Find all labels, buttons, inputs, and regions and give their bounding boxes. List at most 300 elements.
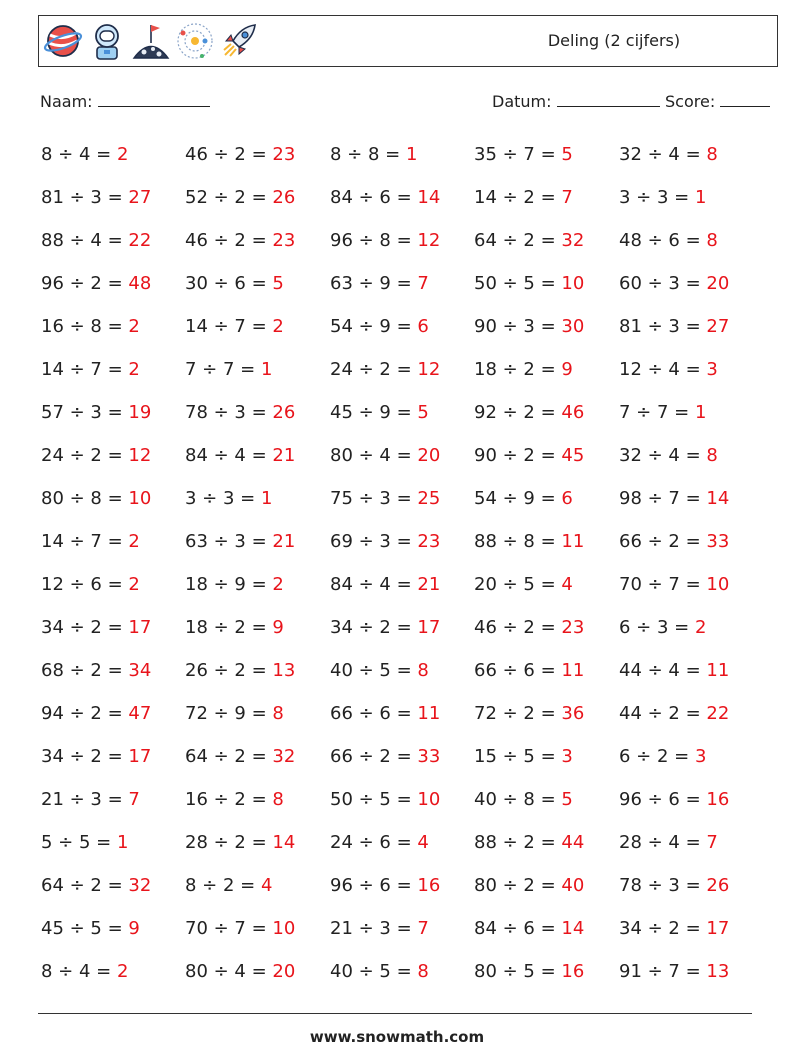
problem-item [185,649,295,692]
problem-answer: 11 [561,531,585,552]
problem-answer: 40 [561,875,585,896]
problem-item [619,262,729,305]
problem-answer: 22 [128,230,152,251]
problem-item [619,520,729,563]
problem-question: 7 ÷ 7 = [185,359,261,380]
problem-answer: 4 [260,875,273,896]
problem-item [330,821,429,864]
footer-divider [38,1013,752,1014]
problem-row [41,735,761,778]
problem-item [41,176,151,219]
problem-question: 28 ÷ 2 = [185,832,273,853]
problem-row [41,821,761,864]
date-label: Datum: [492,92,552,111]
problem-question: 5 ÷ 5 = [41,832,117,853]
problem-item [474,219,584,262]
problem-answer: 23 [272,144,296,165]
problem-answer: 4 [561,574,573,595]
problem-question: 24 ÷ 2 = [41,445,129,466]
problem-answer: 3 [694,746,707,767]
problem-item [474,735,573,778]
problem-row [41,778,761,821]
problem-item [619,305,729,348]
problem-question: 50 ÷ 5 = [474,273,562,294]
problem-question: 96 ÷ 6 = [619,789,707,810]
problem-question: 98 ÷ 7 = [619,488,707,509]
problem-item [41,262,151,305]
problem-answer: 6 [417,316,429,337]
problem-item [619,606,706,649]
problem-item [330,348,440,391]
problem-answer: 34 [128,660,152,681]
problem-question: 64 ÷ 2 = [474,230,562,251]
problem-answer: 2 [128,531,140,552]
problem-item [619,563,729,606]
problem-answer: 21 [272,445,296,466]
problem-item [41,821,128,864]
problem-question: 18 ÷ 9 = [185,574,273,595]
problem-item [185,778,284,821]
problem-item [474,348,573,391]
problem-answer: 20 [272,961,296,982]
problem-answer: 9 [561,359,573,380]
problem-answer: 4 [417,832,429,853]
problem-answer: 8 [706,445,718,466]
problem-question: 88 ÷ 2 = [474,832,562,853]
problem-question: 6 ÷ 3 = [619,617,695,638]
problem-answer: 7 [128,789,140,810]
problem-answer: 23 [561,617,585,638]
problem-item [41,606,151,649]
problem-item [185,563,284,606]
problem-answer: 21 [272,531,296,552]
problem-item [41,434,151,477]
problem-item [41,864,151,907]
problem-answer: 16 [706,789,730,810]
problem-question: 46 ÷ 2 = [474,617,562,638]
problem-question: 15 ÷ 5 = [474,746,562,767]
problem-answer: 20 [417,445,441,466]
problem-question: 75 ÷ 3 = [330,488,418,509]
problem-item [474,950,584,993]
problem-answer: 9 [272,617,284,638]
problem-answer: 22 [706,703,730,724]
problem-item [330,563,440,606]
problem-answer: 2 [272,574,284,595]
problem-item [41,950,128,993]
problem-answer: 23 [417,531,441,552]
problem-question: 32 ÷ 4 = [619,445,707,466]
problem-item [474,477,573,520]
problem-question: 24 ÷ 2 = [330,359,418,380]
problem-item [474,391,584,434]
problem-row [41,391,761,434]
problem-item [41,133,128,176]
problem-question: 40 ÷ 5 = [330,660,418,681]
worksheet-title: Deling (2 cijfers) [547,31,681,50]
problem-answer: 17 [128,617,152,638]
problem-question: 81 ÷ 3 = [41,187,129,208]
problem-question: 54 ÷ 9 = [330,316,418,337]
problem-answer: 26 [272,402,296,423]
problem-question: 44 ÷ 4 = [619,660,707,681]
problem-question: 3 ÷ 3 = [619,187,695,208]
problem-question: 14 ÷ 2 = [474,187,562,208]
problem-question: 54 ÷ 9 = [474,488,562,509]
problem-question: 16 ÷ 2 = [185,789,273,810]
problem-item [619,477,729,520]
problem-question: 8 ÷ 8 = [330,144,406,165]
problem-question: 91 ÷ 7 = [619,961,707,982]
problem-question: 46 ÷ 2 = [185,144,273,165]
solar-system-icon [175,21,215,61]
problem-item [185,219,295,262]
problem-question: 63 ÷ 9 = [330,273,418,294]
problem-answer: 3 [706,359,718,380]
name-field [40,92,210,111]
problem-answer: 7 [417,918,429,939]
problem-answer: 2 [128,316,140,337]
problem-row [41,907,761,950]
problem-answer: 8 [272,703,284,724]
astronaut-icon [87,21,127,61]
problem-question: 70 ÷ 7 = [619,574,707,595]
problem-question: 3 ÷ 3 = [185,488,261,509]
problem-question: 80 ÷ 2 = [474,875,562,896]
problem-item [185,520,295,563]
problem-question: 64 ÷ 2 = [185,746,273,767]
problem-answer: 32 [128,875,152,896]
problem-question: 18 ÷ 2 = [185,617,273,638]
problem-item [619,692,729,735]
problem-item [41,778,140,821]
problem-item [185,305,284,348]
footer-url: www.snowmath.com [309,1028,485,1046]
problem-question: 84 ÷ 6 = [330,187,418,208]
problem-item [619,176,706,219]
problem-answer: 11 [706,660,730,681]
problem-question: 84 ÷ 4 = [330,574,418,595]
problem-item [474,649,584,692]
problem-item [474,907,584,950]
problem-item [474,262,584,305]
problem-answer: 19 [128,402,152,423]
problem-row [41,520,761,563]
problem-answer: 10 [128,488,152,509]
problem-answer: 14 [561,918,585,939]
problem-question: 48 ÷ 6 = [619,230,707,251]
problem-question: 14 ÷ 7 = [41,531,129,552]
problem-item [330,391,429,434]
problem-answer: 14 [272,832,296,853]
score-field [665,92,770,111]
problem-item [619,907,729,950]
problem-question: 88 ÷ 8 = [474,531,562,552]
problem-item [185,692,284,735]
problem-row [41,606,761,649]
problem-item [330,477,440,520]
problem-answer: 8 [417,961,429,982]
problem-item [619,133,718,176]
problem-item [619,219,718,262]
problem-answer: 45 [561,445,585,466]
problem-answer: 17 [128,746,152,767]
problem-question: 44 ÷ 2 = [619,703,707,724]
problem-question: 35 ÷ 7 = [474,144,562,165]
problem-question: 66 ÷ 2 = [619,531,707,552]
problem-item [474,778,573,821]
problem-answer: 23 [272,230,296,251]
problem-answer: 6 [561,488,573,509]
problem-item [330,778,440,821]
problem-answer: 1 [260,359,273,380]
problem-answer: 36 [561,703,585,724]
problem-answer: 12 [417,230,441,251]
problem-item [185,821,295,864]
problem-answer: 1 [405,144,418,165]
problem-answer: 5 [561,789,573,810]
problem-item [185,262,284,305]
problem-question: 80 ÷ 8 = [41,488,129,509]
problem-answer: 14 [417,187,441,208]
problem-answer: 5 [561,144,573,165]
problem-item [330,219,440,262]
problem-answer: 33 [417,746,441,767]
problem-answer: 21 [417,574,441,595]
problem-item [330,735,440,778]
problem-answer: 30 [561,316,585,337]
problem-question: 66 ÷ 2 = [330,746,418,767]
problem-answer: 11 [561,660,585,681]
date-line[interactable] [557,92,660,107]
problem-question: 68 ÷ 2 = [41,660,129,681]
problem-question: 96 ÷ 8 = [330,230,418,251]
problem-question: 90 ÷ 3 = [474,316,562,337]
problem-answer: 13 [706,961,730,982]
problem-item [474,133,573,176]
problem-answer: 16 [417,875,441,896]
problem-question: 92 ÷ 2 = [474,402,562,423]
problem-item [619,434,718,477]
problem-question: 80 ÷ 4 = [330,445,418,466]
problem-question: 90 ÷ 2 = [474,445,562,466]
problem-answer: 8 [417,660,429,681]
date-field [492,92,660,111]
problem-row [41,305,761,348]
problem-item [41,348,140,391]
problem-answer: 3 [561,746,573,767]
problem-question: 72 ÷ 2 = [474,703,562,724]
problem-question: 96 ÷ 6 = [330,875,418,896]
problem-answer: 8 [272,789,284,810]
problem-item [185,348,272,391]
problem-question: 14 ÷ 7 = [185,316,273,337]
problem-question: 96 ÷ 2 = [41,273,129,294]
problem-question: 66 ÷ 6 = [330,703,418,724]
problem-answer: 17 [417,617,441,638]
problem-answer: 1 [260,488,273,509]
problem-answer: 11 [417,703,441,724]
problem-answer: 12 [417,359,441,380]
problem-question: 45 ÷ 5 = [41,918,129,939]
problem-question: 8 ÷ 4 = [41,144,117,165]
name-line[interactable] [98,92,210,107]
problem-answer: 10 [706,574,730,595]
problem-item [619,735,706,778]
problem-item [330,176,440,219]
problem-question: 6 ÷ 2 = [619,746,695,767]
problem-question: 7 ÷ 7 = [619,402,695,423]
problem-answer: 7 [706,832,718,853]
problem-question: 8 ÷ 2 = [185,875,261,896]
problem-answer: 26 [272,187,296,208]
problem-question: 24 ÷ 6 = [330,832,418,853]
problem-answer: 32 [272,746,296,767]
problem-question: 34 ÷ 2 = [619,918,707,939]
problem-answer: 26 [706,875,730,896]
problem-question: 88 ÷ 4 = [41,230,129,251]
problem-answer: 2 [694,617,707,638]
problem-question: 34 ÷ 2 = [41,746,129,767]
problem-item [185,133,295,176]
problem-item [474,821,584,864]
problem-question: 78 ÷ 3 = [185,402,273,423]
problem-question: 81 ÷ 3 = [619,316,707,337]
problem-answer: 16 [561,961,585,982]
problem-item [474,520,584,563]
problem-item [330,434,440,477]
problem-question: 12 ÷ 4 = [619,359,707,380]
problem-item [619,821,718,864]
problem-question: 34 ÷ 2 = [41,617,129,638]
problem-question: 45 ÷ 9 = [330,402,418,423]
problem-item [41,649,151,692]
problem-answer: 2 [116,144,129,165]
problem-item [619,950,729,993]
problem-answer: 33 [706,531,730,552]
problem-answer: 14 [706,488,730,509]
problem-question: 52 ÷ 2 = [185,187,273,208]
problem-answer: 5 [417,402,429,423]
problem-item [185,434,295,477]
problem-answer: 1 [694,187,707,208]
problem-question: 94 ÷ 2 = [41,703,129,724]
problem-item [41,477,151,520]
problem-row [41,348,761,391]
problem-item [185,606,284,649]
problem-answer: 5 [272,273,284,294]
problem-item [330,864,440,907]
problem-question: 32 ÷ 4 = [619,144,707,165]
problem-item [185,477,272,520]
problem-row [41,563,761,606]
problem-question: 66 ÷ 6 = [474,660,562,681]
problem-row [41,692,761,735]
problem-item [185,735,295,778]
problem-question: 30 ÷ 6 = [185,273,273,294]
problem-question: 70 ÷ 7 = [185,918,273,939]
problem-item [619,649,729,692]
problem-item [330,606,440,649]
problem-question: 60 ÷ 3 = [619,273,707,294]
problem-answer: 1 [116,832,129,853]
problem-answer: 44 [561,832,585,853]
problem-question: 21 ÷ 3 = [330,918,418,939]
problem-item [185,176,295,219]
moon-flag-icon [131,21,171,61]
problem-row [41,864,761,907]
problem-item [330,950,429,993]
problem-question: 78 ÷ 3 = [619,875,707,896]
problem-answer: 7 [417,273,429,294]
problem-question: 64 ÷ 2 = [41,875,129,896]
score-line[interactable] [720,92,770,107]
problem-answer: 2 [272,316,284,337]
problem-item [330,305,429,348]
problem-item [619,778,729,821]
problem-answer: 25 [417,488,441,509]
problem-item [474,606,584,649]
problem-question: 14 ÷ 7 = [41,359,129,380]
problem-answer: 1 [694,402,707,423]
problem-item [185,864,272,907]
problem-answer: 2 [128,359,140,380]
problem-item [619,348,718,391]
problem-answer: 8 [706,144,718,165]
problem-row [41,262,761,305]
problem-question: 69 ÷ 3 = [330,531,418,552]
problem-row [41,219,761,262]
problem-answer: 20 [706,273,730,294]
problem-question: 72 ÷ 9 = [185,703,273,724]
problem-question: 8 ÷ 4 = [41,961,117,982]
problem-answer: 7 [561,187,573,208]
problem-question: 26 ÷ 2 = [185,660,273,681]
problem-item [474,176,573,219]
problem-row [41,133,761,176]
problem-answer: 27 [128,187,152,208]
problem-answer: 2 [116,961,129,982]
problem-answer: 2 [128,574,140,595]
problem-row [41,176,761,219]
problem-item [185,907,295,950]
problem-question: 28 ÷ 4 = [619,832,707,853]
problem-item [330,262,429,305]
score-label: Score: [665,92,716,111]
problem-row [41,434,761,477]
problem-item [185,391,295,434]
problem-answer: 48 [128,273,152,294]
problem-question: 20 ÷ 5 = [474,574,562,595]
rocket-icon [219,21,259,61]
problem-question: 21 ÷ 3 = [41,789,129,810]
worksheet-header [38,15,778,67]
name-label: Naam: [40,92,93,111]
header-icons [43,21,259,61]
problem-item [474,434,584,477]
problem-question: 80 ÷ 4 = [185,961,273,982]
problem-item [41,735,151,778]
problem-item [474,305,584,348]
problem-row [41,950,761,993]
problem-answer: 10 [417,789,441,810]
problem-question: 80 ÷ 5 = [474,961,562,982]
problem-answer: 46 [561,402,585,423]
problem-question: 40 ÷ 5 = [330,961,418,982]
problem-question: 40 ÷ 8 = [474,789,562,810]
problem-answer: 10 [561,273,585,294]
problem-question: 50 ÷ 5 = [330,789,418,810]
